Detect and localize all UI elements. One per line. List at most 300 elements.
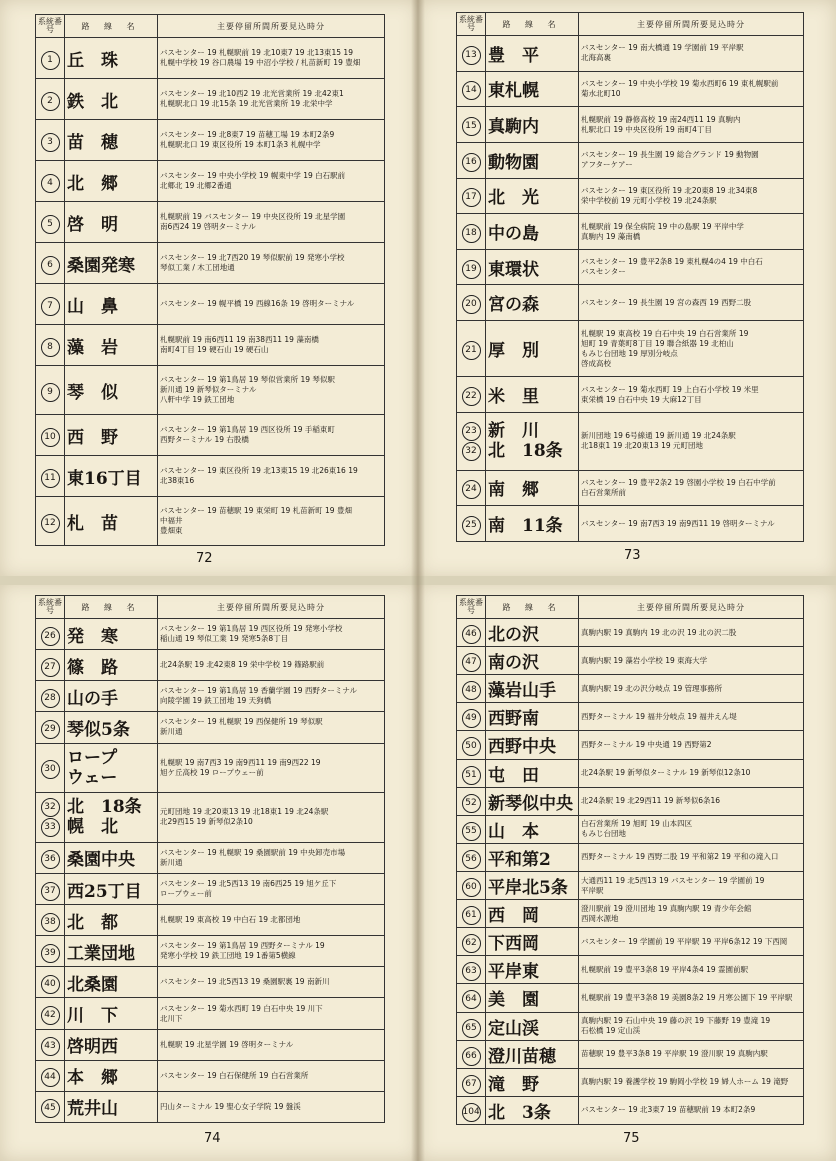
stops-line: バスセンター 19 白石保健所 19 白石営業所 xyxy=(160,1070,309,1080)
route-number-cell xyxy=(36,650,65,681)
route-number: 32 xyxy=(41,798,60,817)
stops-line: バスセンター 19 東区役所 19 北13東15 19 北26東16 19 xyxy=(160,466,358,476)
stops-line: 北29西15 19 新琴似2条10 xyxy=(160,817,253,827)
route-stops-cell xyxy=(158,792,385,842)
route-row xyxy=(457,470,804,506)
stops-line: 新川通 xyxy=(160,857,183,867)
stops-line: 八軒中学 19 鉄工団地 xyxy=(160,395,235,405)
route-number-cell xyxy=(36,1029,65,1060)
stops-line: 真駒内駅 19 北の沢分岐点 19 管理事務所 xyxy=(581,683,723,693)
route-row xyxy=(36,1029,385,1060)
route-row xyxy=(36,619,385,650)
route-stops-cell xyxy=(579,107,804,143)
route-number-cell xyxy=(457,647,486,675)
route-name: 南 11条 xyxy=(488,516,563,537)
route-number: 61 xyxy=(462,906,481,925)
stops-line: 北38東16 xyxy=(160,476,195,486)
route-number-cell xyxy=(36,967,65,998)
stops-line: 札幌駅北口 19 東区役所 19 本町1条3 札幌中学 xyxy=(160,140,321,150)
stops-line: 札幌駅 19 東高校 19 白石中央 19 白石営業所 19 xyxy=(581,328,749,338)
route-name: 北 18条 xyxy=(488,441,563,462)
route-row xyxy=(457,1040,804,1068)
route-row xyxy=(36,1060,385,1091)
stops-line: バスセンター 19 幌平橋 19 西線16条 19 啓明ターミナル xyxy=(160,299,355,309)
route-number: 60 xyxy=(462,878,481,897)
stops-line: 向陵学園 19 鉄工団地 19 天狗橋 xyxy=(160,696,272,706)
stops-line: 石松橋 19 定山渓 xyxy=(581,1026,641,1036)
stops-line: 西野ターミナル 19 右股橋 xyxy=(160,435,249,445)
stops-line: バスセンター 19 中央小学校 19 幌東中学 19 白石駅前 xyxy=(160,171,346,181)
route-table xyxy=(35,14,385,546)
route-stops-cell xyxy=(579,928,804,956)
route-number: 6 xyxy=(41,256,60,275)
route-number-cell xyxy=(36,1060,65,1091)
route-row xyxy=(36,120,385,161)
route-name-cell xyxy=(486,321,579,377)
page-73 xyxy=(418,0,836,578)
stops-line: バスセンター 19 苗穂駅 19 東栄町 19 札苗新町 19 豊畑 xyxy=(160,506,352,516)
route-name: 平和第2 xyxy=(488,849,551,870)
route-number: 29 xyxy=(41,720,60,739)
route-number: 63 xyxy=(462,962,481,981)
stops-line: 栄中学校前 19 元町小学校 19 北24条駅 xyxy=(581,195,717,205)
route-number-cell xyxy=(457,984,486,1012)
stops-line: バスセンター 19 北7西20 19 琴似駅前 19 発寒小学校 xyxy=(160,253,345,263)
route-number: 16 xyxy=(462,153,481,172)
route-name-cell xyxy=(486,285,579,321)
route-stops-cell xyxy=(579,843,804,871)
route-stops-cell xyxy=(579,647,804,675)
route-number: 66 xyxy=(462,1047,481,1066)
route-stops-cell xyxy=(158,79,385,120)
route-stops-cell xyxy=(158,967,385,998)
route-stops-cell xyxy=(158,1060,385,1091)
stops-line: 北24条駅 19 北29西11 19 新琴似6条16 xyxy=(581,796,721,806)
route-name-cell xyxy=(65,1060,158,1091)
route-number: 43 xyxy=(41,1037,60,1056)
route-number-cell xyxy=(36,366,65,415)
page-number: 75 xyxy=(623,1131,640,1146)
stops-line: 平岸駅 xyxy=(581,885,604,895)
route-name: 藻岩山手 xyxy=(488,681,556,702)
route-stops-cell xyxy=(158,743,385,792)
route-number-cell xyxy=(36,284,65,325)
route-table xyxy=(456,12,804,542)
route-number-cell xyxy=(457,1096,486,1124)
route-name-cell xyxy=(486,815,579,843)
route-name-cell xyxy=(486,759,579,787)
page-number: 73 xyxy=(624,548,641,563)
route-name: 平岸北5条 xyxy=(488,878,568,899)
route-row xyxy=(457,703,804,731)
route-name-cell xyxy=(65,998,158,1029)
route-number-cell xyxy=(36,415,65,456)
route-number: 44 xyxy=(41,1068,60,1087)
route-name: 北 18条 xyxy=(67,797,142,818)
route-row xyxy=(36,712,385,743)
route-number: 26 xyxy=(41,627,60,646)
route-number: 21 xyxy=(462,341,481,360)
stops-line: 北24条駅 19 北42東8 19 栄中学校 19 篠路駅前 xyxy=(160,660,325,670)
route-number-cell xyxy=(457,787,486,815)
stops-line: 澄川駅前 19 澄川団地 19 真駒内駅 19 青少年会館 xyxy=(581,903,752,913)
route-number-cell xyxy=(457,107,486,143)
route-number: 14 xyxy=(462,81,481,100)
route-row xyxy=(36,366,385,415)
route-name: 藻 岩 xyxy=(67,337,118,358)
route-name: 工業団地 xyxy=(67,943,135,964)
stops-line: 新川通 xyxy=(160,727,183,737)
stops-line: 稲山通 19 琴似工業 19 発寒5条8丁目 xyxy=(160,634,289,644)
stops-line: もみじ台団地 19 厚別分岐点 xyxy=(581,348,678,358)
header-route-name: 路 線 名 xyxy=(486,13,579,36)
route-number: 42 xyxy=(41,1006,60,1025)
route-name-cell xyxy=(65,792,158,842)
stops-line: バスセンター 19 豊平2条8 19 東札幌4の4 19 中白石 xyxy=(581,257,763,267)
route-number-cell xyxy=(457,675,486,703)
route-number-cell xyxy=(36,998,65,1029)
route-row xyxy=(457,619,804,647)
route-row xyxy=(457,1012,804,1040)
route-row xyxy=(457,249,804,285)
route-name: 屯 田 xyxy=(488,765,539,786)
stops-line: 中福井 xyxy=(160,516,183,526)
route-row xyxy=(457,1068,804,1096)
route-stops-cell xyxy=(579,412,804,470)
route-number-cell xyxy=(36,497,65,546)
route-number: 64 xyxy=(462,990,481,1009)
route-row xyxy=(36,967,385,998)
route-stops-cell xyxy=(158,456,385,497)
route-name: 西 岡 xyxy=(488,906,539,927)
route-stops-cell xyxy=(579,1012,804,1040)
page-75 xyxy=(418,583,836,1161)
header-route-number: 系統番号 xyxy=(457,596,486,619)
route-name: 札 苗 xyxy=(67,513,118,534)
route-number: 65 xyxy=(462,1019,481,1038)
route-stops-cell xyxy=(158,284,385,325)
route-number: 7 xyxy=(41,297,60,316)
route-number-cell xyxy=(457,900,486,928)
route-name: 定山渓 xyxy=(488,1018,539,1039)
stops-line: 真駒内 19 藻南橋 xyxy=(581,231,641,241)
route-name-cell xyxy=(486,178,579,214)
route-name: 本 郷 xyxy=(67,1068,118,1089)
stops-line: バスセンター 19 菊水西町 19 上白石小学校 19 米里 xyxy=(581,384,759,394)
route-stops-cell xyxy=(579,731,804,759)
route-name: 苗 穂 xyxy=(67,132,118,153)
route-number-cell xyxy=(36,681,65,712)
route-number-cell xyxy=(457,142,486,178)
route-name: 発 寒 xyxy=(67,626,118,647)
stops-line: 札幌駅前 19 静修高校 19 南24西11 19 真駒内 xyxy=(581,114,741,124)
route-name: 南の沢 xyxy=(488,653,539,674)
route-stops-cell xyxy=(579,470,804,506)
route-name: 琴似5条 xyxy=(67,719,130,740)
stops-line: 札幌駅前 19 南6西11 19 南38西11 19 藻南橋 xyxy=(160,335,319,345)
route-row xyxy=(457,321,804,377)
route-stops-cell xyxy=(158,936,385,967)
route-row xyxy=(457,731,804,759)
stops-line: バスセンター 19 第1鳥居 19 西野ターミナル 19 xyxy=(160,941,325,951)
stops-line: バスセンター 19 札幌駅前 19 北10東7 19 北13東15 19 xyxy=(160,48,353,57)
route-number-cell xyxy=(457,249,486,285)
route-number: 11 xyxy=(41,469,60,488)
stops-line: バスセンター 19 第1鳥居 19 香蘭学園 19 西野ターミナル xyxy=(160,686,358,696)
route-stops-cell xyxy=(579,506,804,542)
route-row xyxy=(457,412,804,470)
page-number: 74 xyxy=(204,1131,221,1146)
route-row xyxy=(457,214,804,250)
stops-line: 札幌駅 19 東高校 19 中白石 19 北都団地 xyxy=(160,915,301,925)
route-stops-cell xyxy=(158,366,385,415)
route-name-cell xyxy=(65,619,158,650)
stops-line: 新川団地 19 6号線通 19 新川通 19 北24条駅 xyxy=(581,431,736,441)
route-row xyxy=(36,905,385,936)
route-row xyxy=(36,79,385,120)
route-name: 篠 路 xyxy=(67,657,118,678)
stops-line: 北24条駅 19 新琴似ターミナル 19 新琴似12条10 xyxy=(581,768,751,778)
route-stops-cell xyxy=(158,243,385,284)
route-number-cell xyxy=(36,202,65,243)
route-number-cell xyxy=(36,161,65,202)
route-name-cell xyxy=(486,506,579,542)
stops-line: 札幌駅北口 19 北15条 19 北光営業所 19 北栄中学 xyxy=(160,99,333,109)
header-route-number: 系統番号 xyxy=(36,15,65,38)
route-row xyxy=(457,871,804,899)
route-name-cell xyxy=(486,984,579,1012)
route-name: 澄川苗穂 xyxy=(488,1046,556,1067)
route-number: 47 xyxy=(462,653,481,672)
route-name: 山 本 xyxy=(488,821,539,842)
route-number-cell xyxy=(457,71,486,107)
route-stops-cell xyxy=(158,497,385,546)
stops-line: 西野ターミナル 19 西野二股 19 平和第2 19 平和の滝入口 xyxy=(581,852,779,862)
route-stops-cell xyxy=(158,1029,385,1060)
route-row xyxy=(36,936,385,967)
route-name: ロープ xyxy=(67,747,118,768)
route-number-cell xyxy=(457,506,486,542)
route-name-cell xyxy=(486,647,579,675)
route-row xyxy=(36,1091,385,1122)
stops-line: 豊畑東 xyxy=(160,526,183,536)
route-name: 桑園発寒 xyxy=(67,255,135,276)
route-number-cell xyxy=(457,1040,486,1068)
route-name-cell xyxy=(65,1029,158,1060)
route-name: 丘 珠 xyxy=(67,50,118,71)
route-row xyxy=(457,675,804,703)
route-number: 36 xyxy=(41,850,60,869)
route-row xyxy=(457,647,804,675)
route-name-cell xyxy=(486,843,579,871)
stops-line: 菊水北町10 xyxy=(581,88,621,98)
route-number-cell xyxy=(457,178,486,214)
route-name-cell xyxy=(486,214,579,250)
route-number-cell xyxy=(457,377,486,413)
route-name: 琴 似 xyxy=(67,382,118,403)
stops-line: バスセンター 19 札幌駅 19 西保健所 19 琴似駅 xyxy=(160,717,323,727)
route-number-cell xyxy=(36,120,65,161)
route-number-cell xyxy=(457,1068,486,1096)
stops-line: 真駒内駅 19 真駒内 19 北の沢 19 北の沢二股 xyxy=(581,627,737,637)
route-number-cell xyxy=(457,285,486,321)
route-stops-cell xyxy=(158,905,385,936)
stops-line: バスセンター 19 中央小学校 19 菊水西町6 19 東札幌駅前 xyxy=(581,78,779,88)
book-gutter xyxy=(411,0,425,1161)
route-row xyxy=(36,243,385,284)
route-stops-cell xyxy=(579,321,804,377)
route-row xyxy=(36,842,385,873)
route-name-cell xyxy=(65,79,158,120)
route-stops-cell xyxy=(579,1068,804,1096)
route-row xyxy=(457,36,804,72)
route-number: 30 xyxy=(41,760,60,779)
route-name-cell xyxy=(486,412,579,470)
stops-line: 西岡水源地 xyxy=(581,913,619,923)
route-name: 啓 明 xyxy=(67,214,118,235)
stops-line: バスセンター 19 北10西2 19 北光営業所 19 北42東1 xyxy=(160,89,344,99)
header-route-number: 系統番号 xyxy=(457,13,486,36)
route-number: 10 xyxy=(41,428,60,447)
route-number-cell xyxy=(36,325,65,366)
route-name-cell xyxy=(65,936,158,967)
route-row xyxy=(457,107,804,143)
route-number: 3 xyxy=(41,133,60,152)
route-row xyxy=(36,743,385,792)
stops-line: 西野ターミナル 19 中央通 19 西野第2 xyxy=(581,739,712,749)
route-stops-cell xyxy=(158,38,385,79)
route-row xyxy=(457,787,804,815)
route-name: 真駒内 xyxy=(488,117,539,138)
route-name-cell xyxy=(486,956,579,984)
route-number-cell xyxy=(457,928,486,956)
route-stops-cell xyxy=(579,759,804,787)
route-row xyxy=(457,900,804,928)
stops-line: バスセンター 19 北3東7 19 苗穂駅前 19 本町2条9 xyxy=(581,1105,756,1115)
route-row xyxy=(457,984,804,1012)
page-number: 72 xyxy=(196,551,213,566)
route-number-cell xyxy=(36,743,65,792)
route-stops-cell xyxy=(579,703,804,731)
stops-line: 円山ターミナル 19 聖心女子学院 19 盤渓 xyxy=(160,1101,301,1111)
route-stops-cell xyxy=(579,956,804,984)
route-name-cell xyxy=(486,107,579,143)
route-name: 川 下 xyxy=(67,1006,118,1027)
route-number-cell xyxy=(457,843,486,871)
route-stops-cell xyxy=(579,71,804,107)
route-number: 25 xyxy=(462,516,481,535)
route-number-cell xyxy=(457,815,486,843)
route-name: 平岸東 xyxy=(488,962,539,983)
route-name-cell xyxy=(65,873,158,904)
stops-line: 南町4丁目 19 硬石山 19 硬石山 xyxy=(160,345,269,355)
route-number: 56 xyxy=(462,850,481,869)
route-number: 22 xyxy=(462,387,481,406)
route-name-cell xyxy=(65,905,158,936)
route-row xyxy=(36,681,385,712)
route-stops-cell xyxy=(158,650,385,681)
route-number: 49 xyxy=(462,709,481,728)
stops-line: 新川通 19 新琴似ターミナル xyxy=(160,385,257,395)
route-number: 17 xyxy=(462,188,481,207)
route-number: 37 xyxy=(41,882,60,901)
route-name-cell xyxy=(65,120,158,161)
route-stops-cell xyxy=(579,285,804,321)
route-name: ウェー xyxy=(67,767,118,788)
route-name-cell xyxy=(65,243,158,284)
route-number-cell xyxy=(457,321,486,377)
route-name-cell xyxy=(486,1012,579,1040)
route-name-cell xyxy=(486,619,579,647)
route-name: 鉄 北 xyxy=(67,91,118,112)
stops-line: バスセンター 19 豊平2条2 19 啓園小学校 19 白石中学前 xyxy=(581,477,776,487)
stops-line: 旭ケ丘高校 19 ロープウェー前 xyxy=(160,767,264,777)
route-name-cell xyxy=(486,675,579,703)
route-number: 45 xyxy=(41,1099,60,1118)
route-number-cell xyxy=(36,1091,65,1122)
route-row xyxy=(457,1096,804,1124)
route-name-cell xyxy=(486,787,579,815)
stops-line: 大通西11 19 北5西13 19 バスセンター 19 学園前 19 xyxy=(581,875,765,885)
route-number: 24 xyxy=(462,480,481,499)
route-name-cell xyxy=(65,650,158,681)
route-stops-cell xyxy=(579,675,804,703)
header-route-number: 系統番号 xyxy=(36,596,65,619)
page-72 xyxy=(0,0,418,578)
stops-line: 発寒小学校 19 鉄工団地 19 1番第5横線 xyxy=(160,951,296,961)
route-name-cell xyxy=(65,284,158,325)
route-number-cell xyxy=(457,759,486,787)
route-number-cell xyxy=(457,731,486,759)
route-row xyxy=(457,506,804,542)
route-name-cell xyxy=(486,470,579,506)
stops-line: 啓成高校 xyxy=(581,358,611,368)
route-number-cell xyxy=(36,456,65,497)
route-row xyxy=(36,325,385,366)
route-stops-cell xyxy=(158,415,385,456)
route-name-cell xyxy=(65,712,158,743)
page-74 xyxy=(0,583,418,1161)
route-stops-cell xyxy=(579,900,804,928)
route-row xyxy=(36,456,385,497)
route-row xyxy=(457,759,804,787)
route-row xyxy=(457,843,804,871)
route-number: 12 xyxy=(41,514,60,533)
route-number: 52 xyxy=(462,794,481,813)
route-number: 13 xyxy=(462,46,481,65)
route-stops-cell xyxy=(158,998,385,1029)
stops-line: 南6西24 19 啓明ターミナル xyxy=(160,222,256,232)
route-stops-cell xyxy=(158,681,385,712)
header-main-stops: 主要停留所間所要見込時分 xyxy=(579,596,804,619)
route-stops-cell xyxy=(158,712,385,743)
stops-line: 旭町 19 青葉町8丁目 19 聯合紙器 19 北柏山 xyxy=(581,338,734,348)
stops-line: バスセンター xyxy=(581,267,626,277)
header-main-stops: 主要停留所間所要見込時分 xyxy=(158,596,385,619)
route-row xyxy=(36,202,385,243)
route-number-cell xyxy=(36,842,65,873)
route-name-cell xyxy=(65,842,158,873)
route-row xyxy=(457,285,804,321)
route-row xyxy=(36,161,385,202)
route-name-cell xyxy=(486,249,579,285)
route-name: 米 里 xyxy=(488,387,539,408)
route-name: 北 光 xyxy=(488,188,539,209)
stops-line: バスセンター 19 菊水西町 19 白石中央 19 川下 xyxy=(160,1003,323,1013)
stops-line: 東栄橋 19 白石中央 19 大麻12丁目 xyxy=(581,394,702,404)
stops-line: 元町団地 19 北20東13 19 北18東1 19 北24条駅 xyxy=(160,807,329,817)
route-row xyxy=(36,415,385,456)
